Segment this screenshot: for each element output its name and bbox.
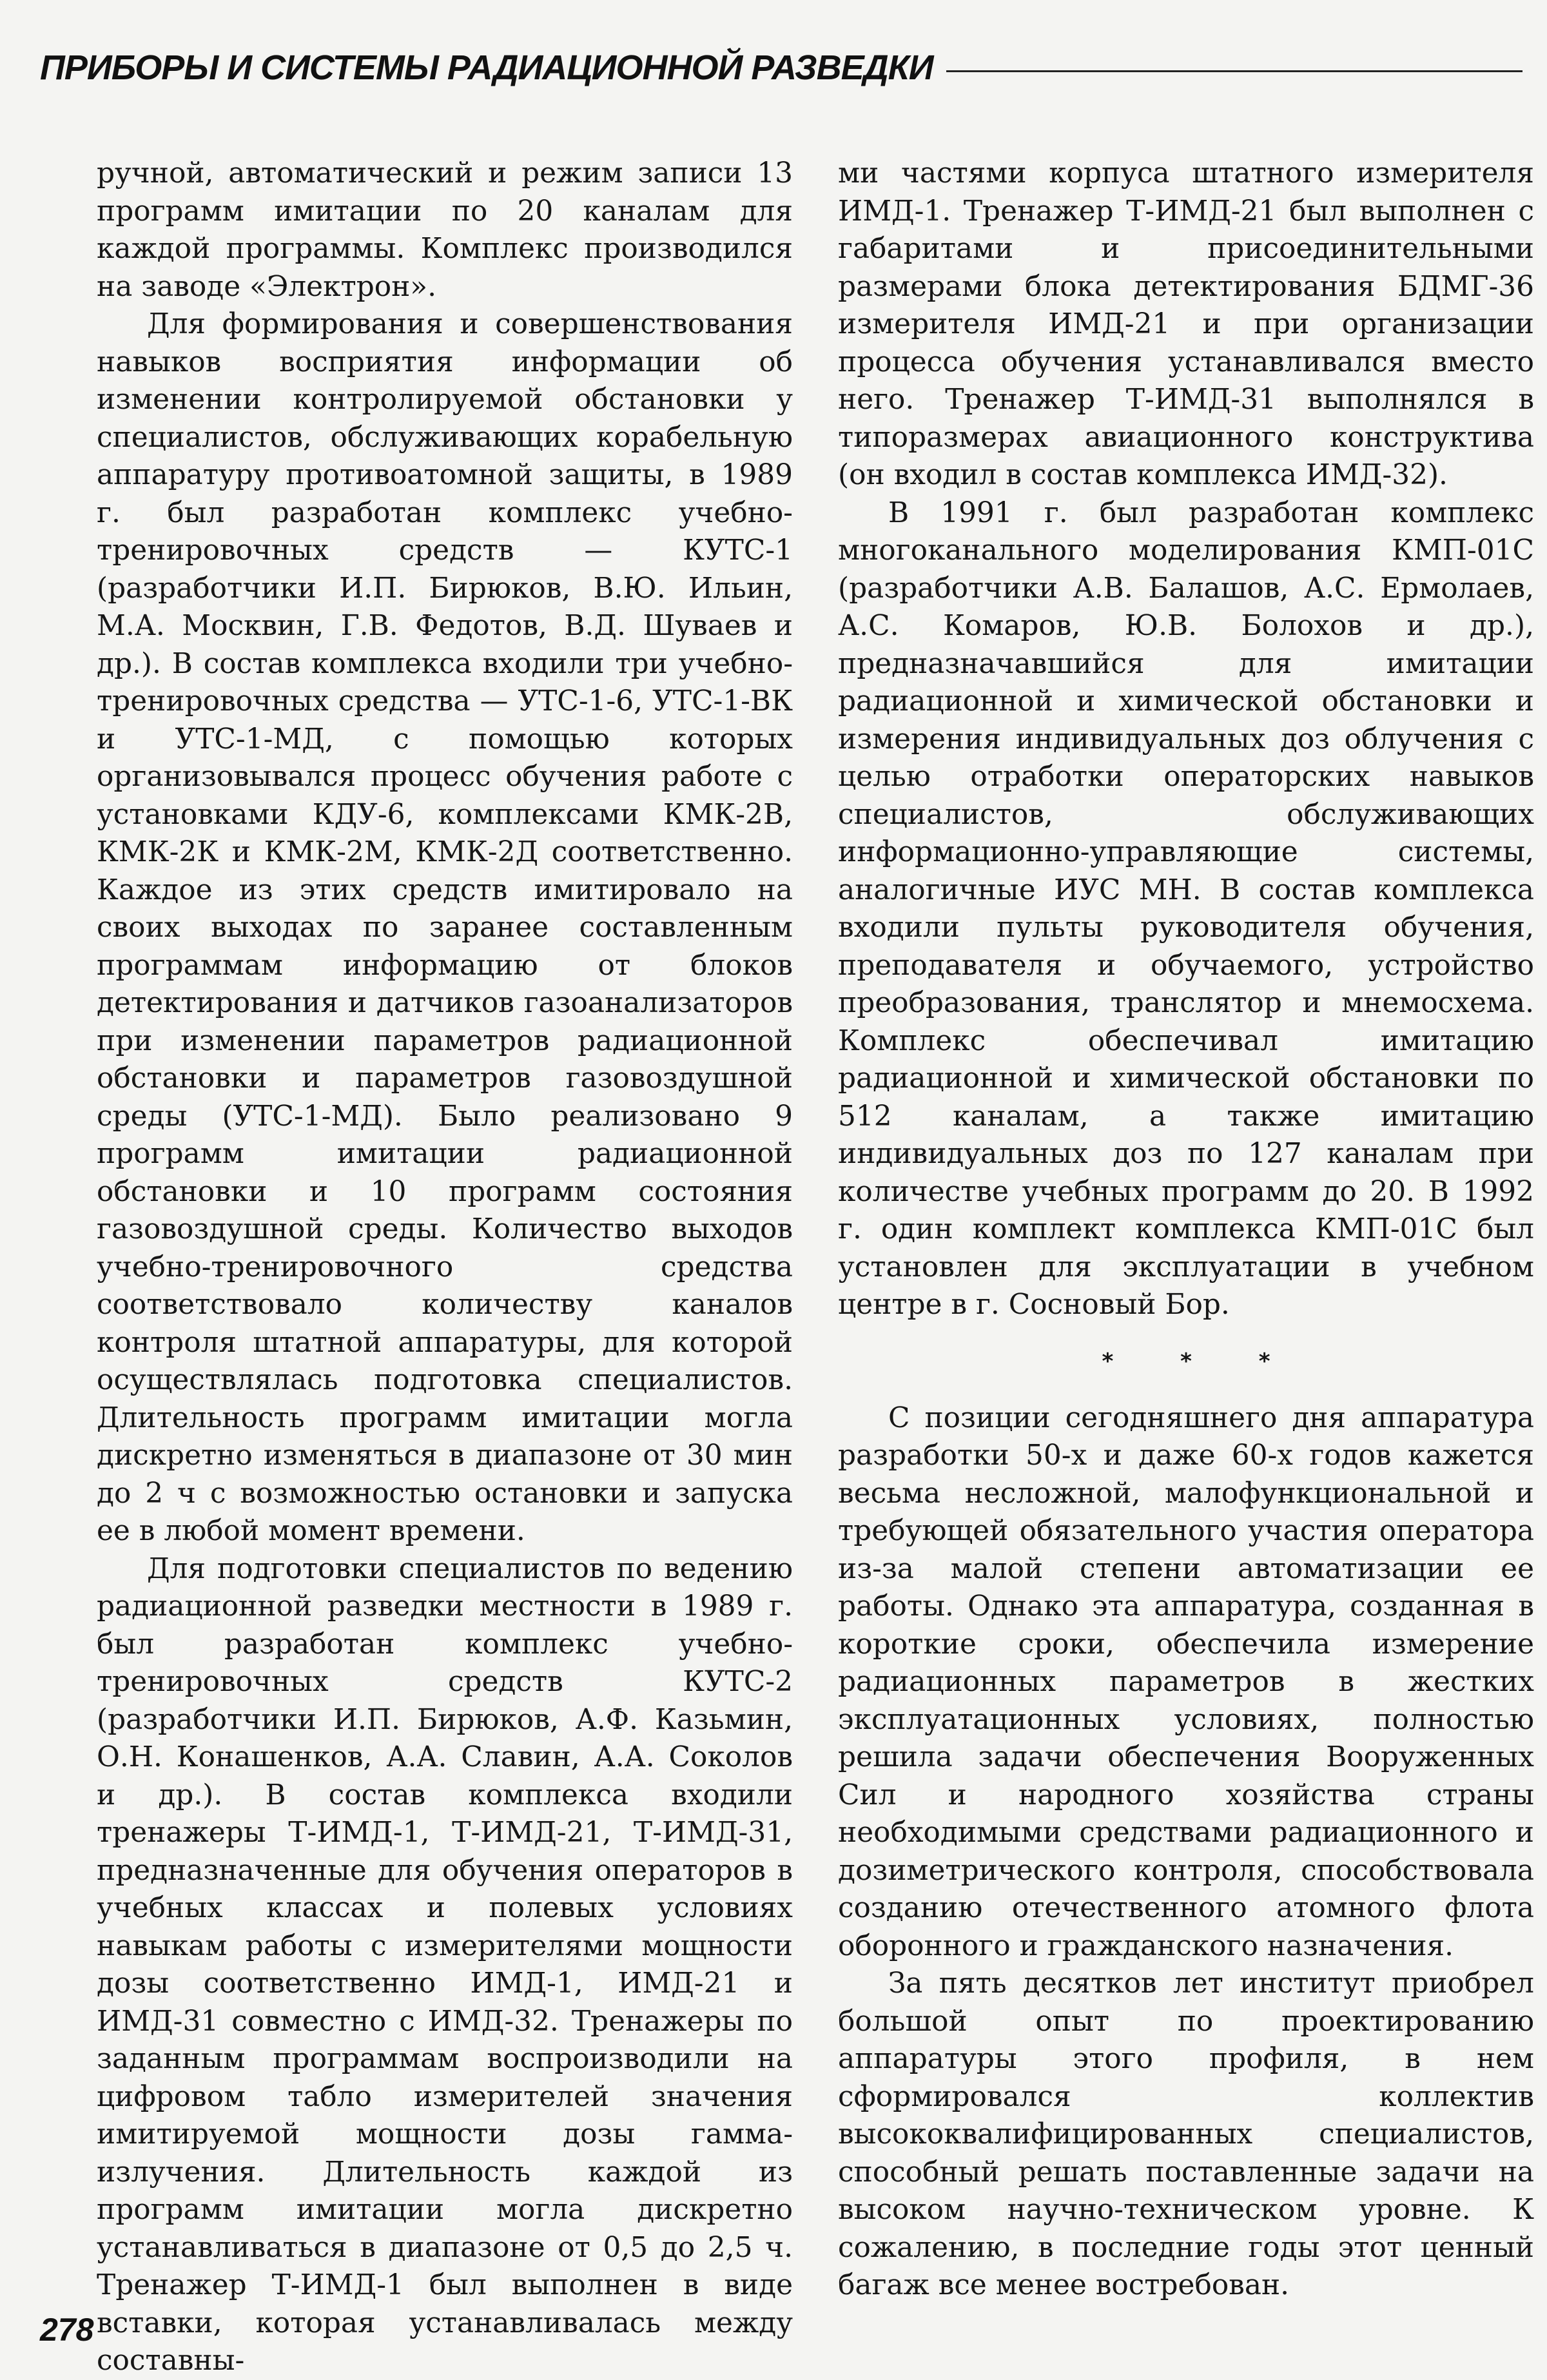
page-number: 278 xyxy=(40,2312,94,2348)
paragraph-continued-right: ми частями корпуса штатного измерителя ИМД-1. Тренажер Т-ИМД-21 был выполнен с габаритами и присоединительными размерами блока детектирования БДМГ-36 измерителя ИМД-21 и при организации процесса обучения устанавливался вместо него. Тренажер Т-ИМД-31 выполнялся в типоразмерах авиационного конструктива (он входил в состав комплекса ИМД-32). xyxy=(838,157,1534,491)
paragraph-kmp-01s: В 1991 г. был разработан комплекс многоканального моделирования КМП-01С (разработчики А.В. Балашов, А.С. Ермолаев, А.С. Комаров, Ю.В. Болохов и др.), предназначавшийся для имитации радиационной и химической обстановки и измерения индивидуальных доз облучения с целью отработки операторских навыков специалистов, обслуживающих информационно-управляющие системы, аналогичные ИУС МН. В состав комплекса входили пульты руководителя обучения, преподавателя и обучаемого, устройство преобразования, транслятор и мнемосхема. Комплекс обеспечивал имитацию радиационной и химической обстановки по 512 каналам, а также имитацию индивидуальных доз по 127 каналам при количестве учебных программ до 20. В 1992 г. один комплект комплекса КМП-01С был установлен для эксплуатации в учебном центре в г. Сосновый Бор. xyxy=(838,496,1534,1321)
paragraph-kuts-2: Для подготовки специалистов по ведению радиационной разведки местности в 1989 г. был разработан комплекс учебно-тренировочных средств КУТС-2 (разработчики И.П. Бирюков, А.Ф. Казьмин, О.Н. Конашенков, А.А. Славин, А.А. Соколов и др.). В состав комплекса входили тренажеры Т-ИМД-1, Т-ИМД-21, Т-ИМД-31, предназначенные для обучения операторов в учебных классах и полевых условиях навыкам работы с измерителями мощности дозы соответственно ИМД-1, ИМД-21 и ИМД-31 совместно с ИМД-32. Тренажеры по заданным программам воспроизводили на цифровом табло измерителей значения имитируемой мощности дозы гамма-излучения. Длительность каждой из программ имитации могла дискретно устанавливаться в диапазоне от 0,5 до 2,5 ч. Тренажер Т-ИМД-1 был выполнен в виде вставки, которая устанавливалась между составны- xyxy=(97,1552,793,2377)
section-separator: * * * xyxy=(1102,1348,1300,1374)
right-column xyxy=(838,155,1534,2305)
paragraph-conclusion: С позиции сегодняшнего дня аппаратура разработки 50-х и даже 60-х годов кажется весьма несложной, малофункциональной и требующей обязательного участия оператора из-за малой степени автоматизации ее работы. Однако эта аппаратура, созданная в короткие сроки, обеспечила измерение радиационных параметров в жестких эксплуатационных условиях, полностью решила задачи обеспечения Вооруженных Сил и народного хозяйства страны необходимыми средствами радиационного и дозиметрического контроля, способствовала созданию отечественного атомного флота оборонного и гражданского назначения. xyxy=(838,1401,1534,1962)
running-header-title: ПРИБОРЫ И СИСТЕМЫ РАДИАЦИОННОЙ РАЗВЕДКИ xyxy=(40,48,933,87)
running-header xyxy=(40,48,1523,88)
header-rule xyxy=(946,70,1523,72)
paragraph-continued: ручной, автоматический и режим записи 13 программ имитации по 20 каналам для каждой программы. Комплекс производился на заводе «Электрон». xyxy=(97,157,793,303)
paragraph-institute-experience: За пять десятков лет институт приобрел большой опыт по проектированию аппаратуры этого профиля, в нем сформировался коллектив высококвалифицированных специалистов, способный решать поставленные задачи на высоком научно-техническом уровне. К сожалению, в последние годы этот ценный багаж все менее востребован. xyxy=(838,1967,1534,2301)
paragraph-kuts-1: Для формирования и совершенствования навыков восприятия информации об изменении контролируемой обстановки у специалистов, обслуживающих корабельную аппаратуру противоатомной защиты, в 1989 г. был разработан комплекс учебно-тренировочных средств — КУТС-1 (разработчики И.П. Бирюков, В.Ю. Ильин, М.А. Москвин, Г.В. Федотов, В.Д. Шуваев и др.). В состав комплекса входили три учебно-тренировочных средства — УТС-1-6, УТС-1-ВК и УТС-1-МД, с помощью которых организовывался процесс обучения работе с установками КДУ-6, комплексами КМК-2В, КМК-2К и КМК-2М, КМК-2Д соответственно. Каждое из этих средств имитировало на своих выходах по заранее составленным программам информацию от блоков детектирования и датчиков газоанализаторов при изменении параметров радиационной обстановки и параметров газовоздушной среды (УТС-1-МД). Было реализовано 9 программ имитации радиационной обстановки и 10 программ состояния газовоздушной среды. Количество выходов учебно-тренировочного средства соответствовало количеству каналов контроля штатной аппаратуры, для которой осуществлялась подготовка специалистов. Длительность программ имитации могла дискретно изменяться в диапазоне от 30 мин до 2 ч с возможностью остановки и запуска ее в любой момент времени. xyxy=(97,307,793,1547)
left-column xyxy=(97,155,793,2380)
